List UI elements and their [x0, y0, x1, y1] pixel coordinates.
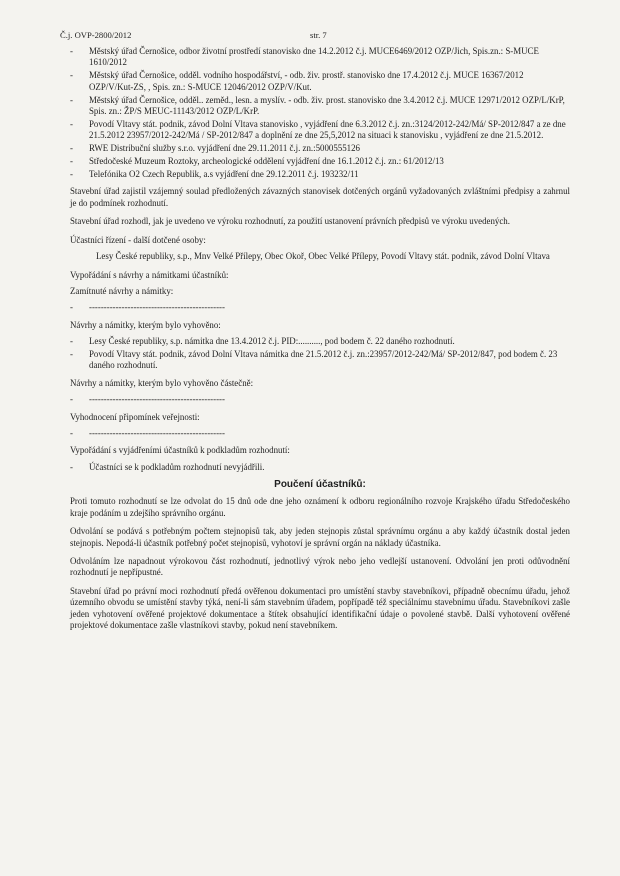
list-item: - Středočeské Muzeum Roztoky, archeologické oddělení vyjádření dne 16.1.2012 č.j. zn.: 61/2012/13 [70, 156, 570, 167]
list-item: - Účastníci se k podkladům rozhodnutí nevyjádřili. [70, 462, 570, 473]
list-item: - Povodí Vltavy stát. podnik, závod Dolní Vltava námitka dne 21.5.2012 č.j. zn.:23957/2012-242/Má/ SP-2012/847, pod bodem č. 23 daného rozhodnutí. [70, 349, 570, 372]
list-item: - Lesy České republiky, s.p. námitka dne 13.4.2012 č.j. PID:.........., pod bodem č. 22 daného rozhodnutí. [70, 336, 570, 347]
list-item: - ---------------------------------------------- [70, 428, 570, 439]
case-reference: Č.j. OVP-2800/2012 [60, 30, 132, 40]
documents-label: Vypořádání s vyjádřeními účastníků k podkladům rozhodnutí: [70, 445, 290, 456]
page-header [60, 30, 570, 46]
instruction-paragraph: Odvolání se podává s potřebným počtem stejnopisů tak, aby jeden stejnopis zůstal správnímu orgánu a aby každý účastník dostal jeden stejnopis. Nepodá-li účastník potřebný počet stejnopisů, vyhotoví je správní orgán na náklady účastníka. [70, 526, 570, 548]
instruction-heading: Poučení účastníků: [274, 479, 366, 491]
accepted-list [70, 336, 570, 372]
documents-list [70, 462, 570, 473]
public-label: Vyhodnocení připomínek veřejnosti: [70, 411, 200, 422]
instruction-paragraph: Odvoláním lze napadnout výrokovou část rozhodnutí, jednotlivý výrok nebo jeho vedlejší ustanovení. Odvolání jen proti odůvodnění rozhodnutí je nepřípustné. [70, 555, 570, 578]
rejected-list [70, 302, 570, 313]
proposals-label: Vypořádání s návrhy a námitkami účastníků: [70, 269, 229, 280]
paragraph-coordination: Stavební úřad zajistil vzájemný soulad předložených závazných stanovisek dotčených orgánů vyžadovaných zvláštními předpisy a zahrnul je do podmínek rozhodnutí. [70, 186, 570, 208]
rejected-label: Zamítnuté návrhy a námitky: [70, 285, 174, 296]
participants-text: Lesy České republiky, s.p., Mnv Velké Přílepy, Obec Okoř, Obec Velké Přílepy, Povodí Vltavy stát. podnik, závod Dolní Vltava [96, 251, 550, 262]
instruction-paragraph: Stavební úřad po právní moci rozhodnutí předá ověřenou dokumentaci pro umístění stavby stavebníkovi, případně obecnímu úřadu, jehož územního obvodu se umístění stavby týká, není-li sám stavebním úřadem, popřípadě též speciálnímu stavebnímu úřadu. Stavebníkovi zašle jeden vyhotovení ověřené projektové dokumentace a štítek obsahující identifikační údaje o povolené stavbě. Další vyhotovení ověřené projektové dokumentace zašle vlastníkovi stavby, pokud není stavebníkem. [70, 585, 570, 630]
participants-label: Účastníci řízení - další dotčené osoby: [70, 234, 206, 245]
opinions-list [70, 46, 570, 180]
list-item: - RWE Distribuční služby s.r.o. vyjádření dne 29.11.2011 č.j. zn.:5000555126 [70, 143, 570, 154]
list-item: - Telefónika O2 Czech Republik, a.s vyjádření dne 29.12.2011 č.j. 193232/11 [70, 169, 570, 180]
paragraph-decision: Stavební úřad rozhodl, jak je uvedeno ve výroku rozhodnutí, za použití ustanovení právních předpisů ve výroku uvedených. [70, 216, 510, 227]
instruction-paragraph: Proti tomuto rozhodnutí se lze odvolat do 15 dnů ode dne jeho oznámení k odboru regionálního rozvoje Krajského úřadu Středočeského kraje podáním u zdejšího správního orgánu. [70, 496, 570, 518]
list-item: - ---------------------------------------------- [70, 302, 570, 313]
list-item: - Městský úřad Černošice, odděl. vodního hospodářství, - odb. živ. prostř. stanovisko dne 17.4.2012 č.j. MUCE 16367/2012 OZP/V/Kut-ZS, , Spis. zn.: S-MUCE 12046/2012 OZP/V/Kut. [70, 70, 570, 93]
accepted-label: Návrhy a námitky, kterým bylo vyhověno: [70, 319, 221, 330]
list-item: - ---------------------------------------------- [70, 394, 570, 405]
list-item: - Povodí Vltavy stát. podnik, závod Dolní Vltava stanovisko , vyjádření dne 6.3.2012 č.j. zn.:3124/2012-242/Má/ SP-2012/847 a ze dne 21.5.2012 23957/2012-242/Má / SP-2012/847 a doplnění ze dne 25,5,2012 na situaci k stanovisku , vyjádření ze dne 21.5.2012. [70, 119, 570, 142]
public-list [70, 428, 570, 439]
partial-list [70, 394, 570, 405]
page-number: str. 7 [310, 30, 327, 40]
list-item: - Městský úřad Černošice, odděl.. zeměd., lesn. a myslív. - odb. živ. prost. stanovisko dne 3.4.2012 č.j. MUCE 12971/2012 OZP/L/KrP, Spis. zn.: ŽP/S MEUC-11143/2012 OZP/L/KrP. [70, 95, 570, 118]
list-item: - Městský úřad Černošice, odbor životní prostředí stanovisko dne 14.2.2012 č.j. MUCE6469/2012 OZP/Jich, Spis.zn.: S-MUCE 1610/2012 [70, 46, 570, 69]
partial-label: Návrhy a námitky, kterým bylo vyhověno částečně: [70, 377, 254, 388]
